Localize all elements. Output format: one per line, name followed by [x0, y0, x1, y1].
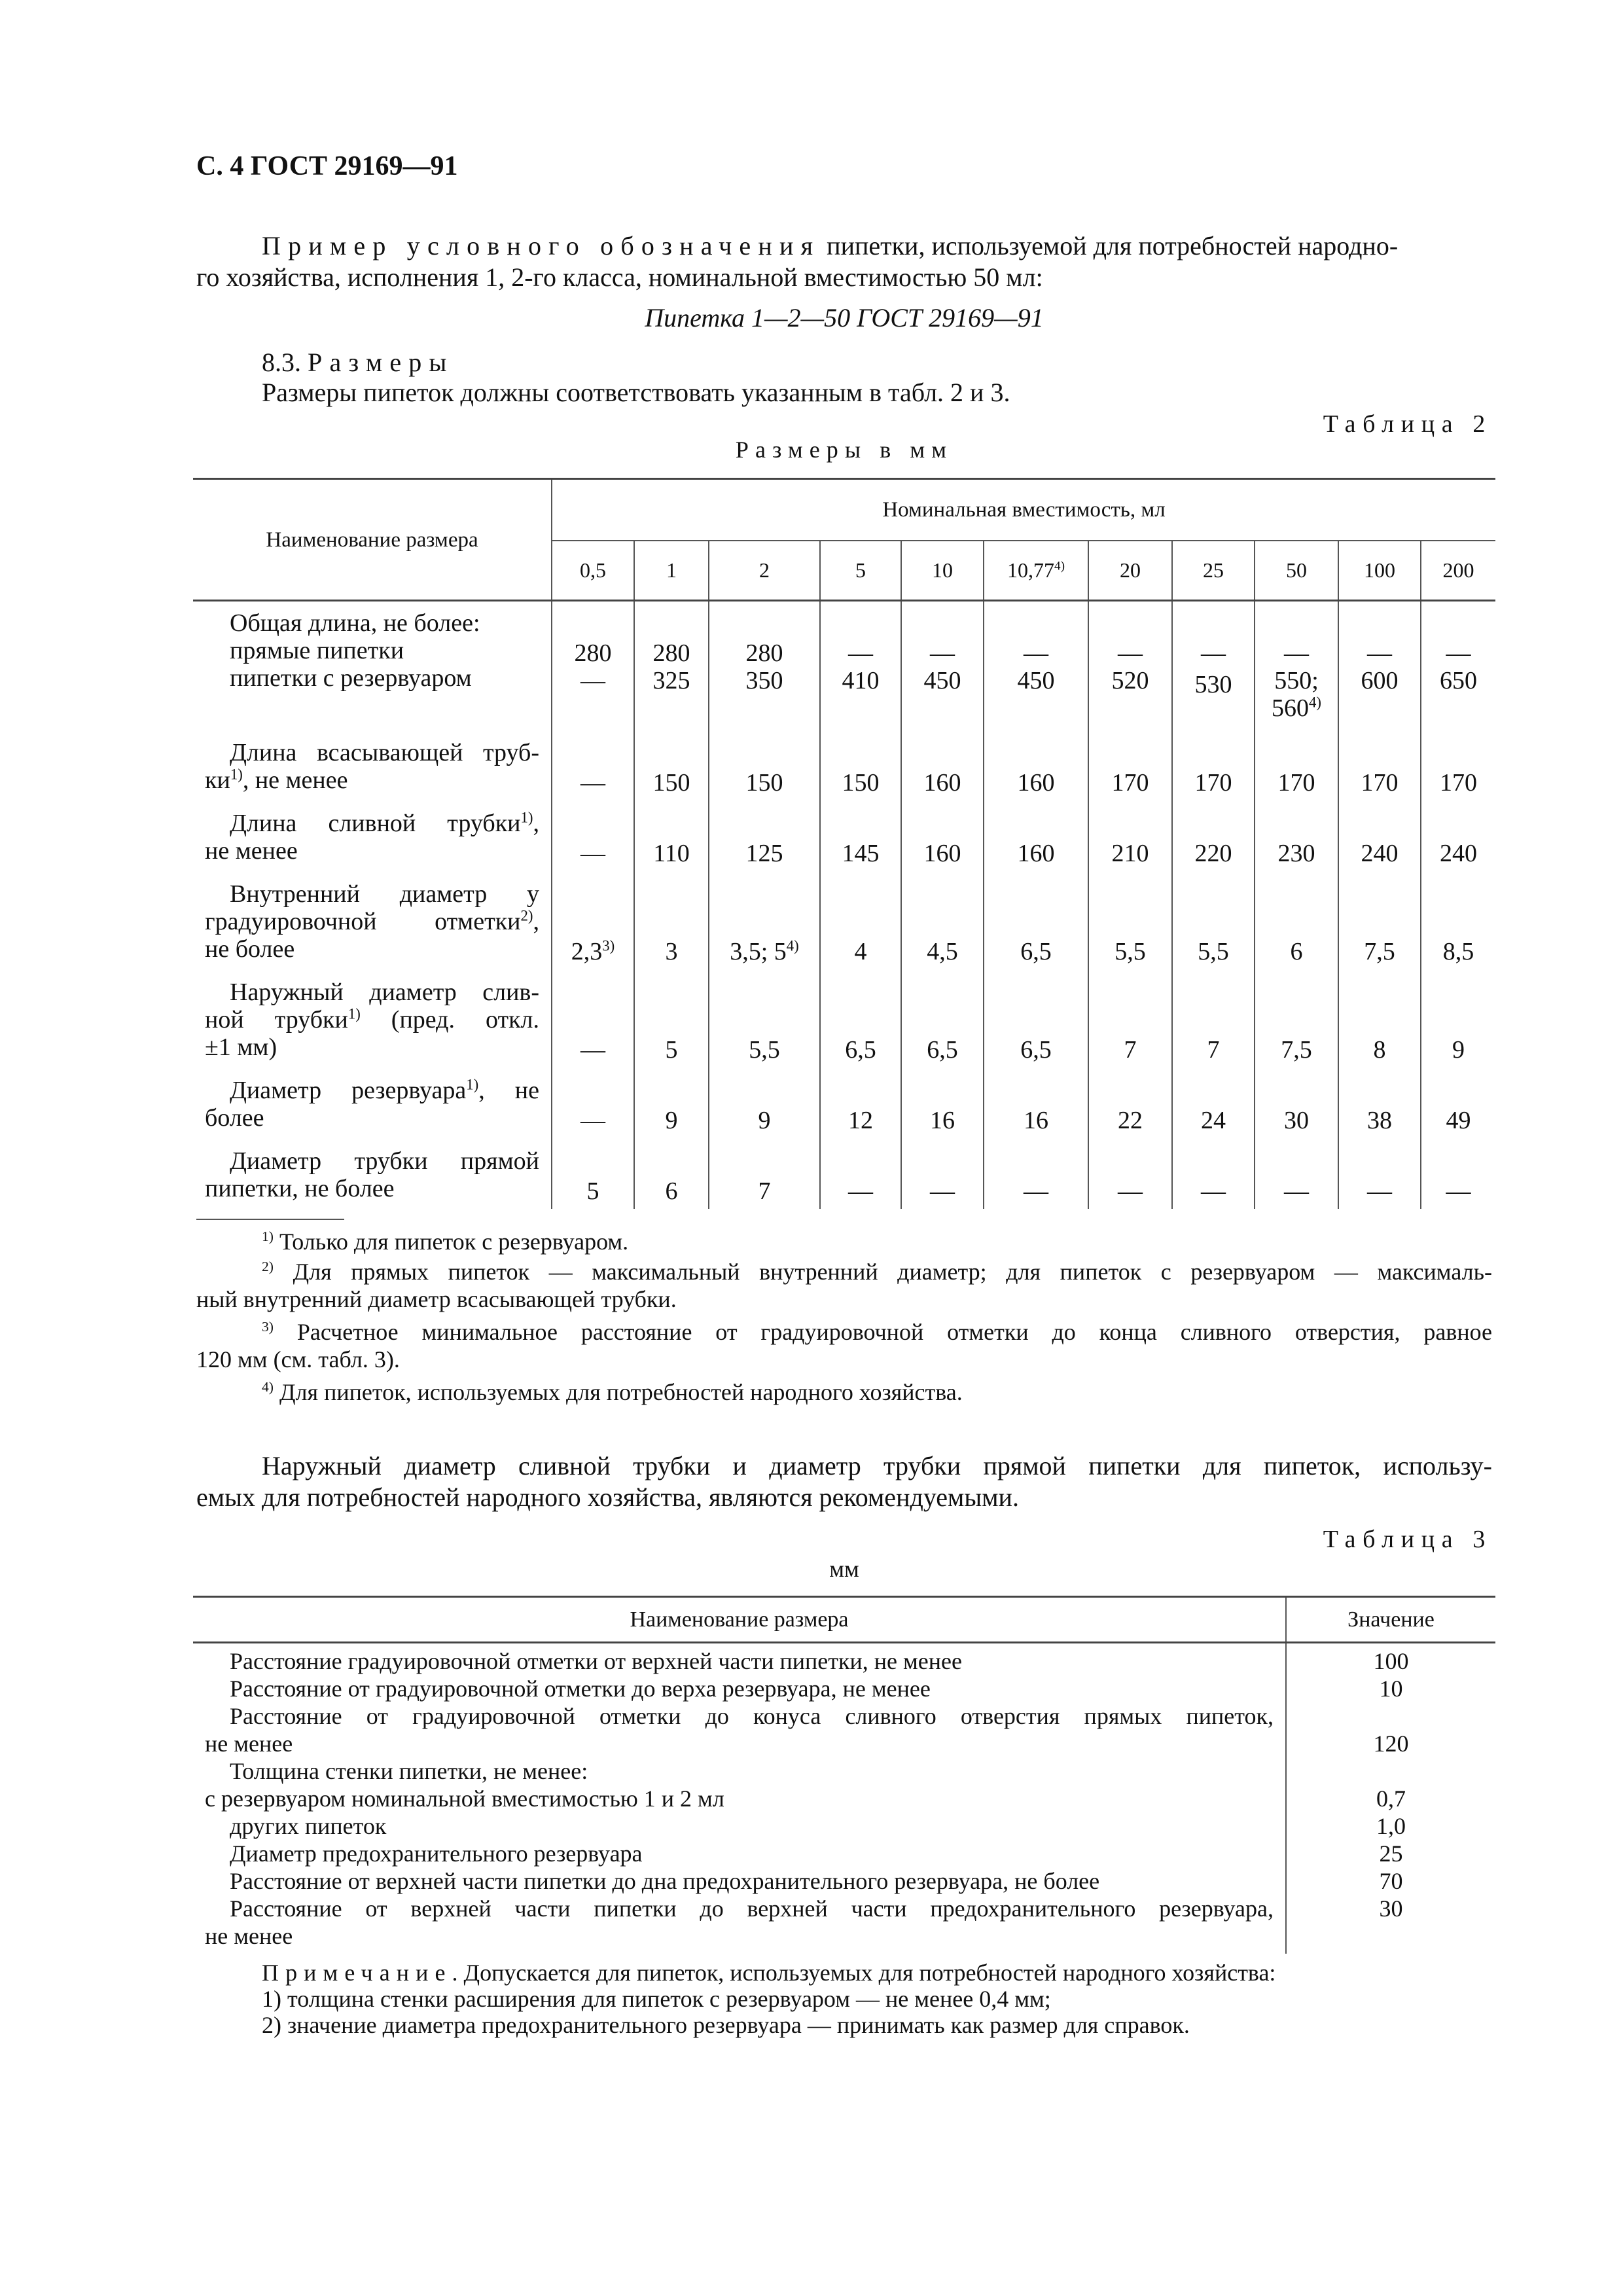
table-row — [193, 1785, 1495, 1812]
cell: 12 — [820, 1067, 901, 1138]
cell: 2,3$^{3)}$ — [552, 871, 634, 969]
table2-label: Таблица 2 — [1323, 410, 1492, 438]
table-row — [193, 1757, 1495, 1785]
cell: 5,5 — [709, 969, 820, 1067]
table-row — [193, 871, 1495, 969]
row-value: 70 — [1379, 1868, 1403, 1894]
cell: — — [552, 730, 634, 800]
row-value: 25 — [1379, 1840, 1403, 1867]
cell: 160 — [984, 800, 1088, 871]
row-name: других пипеток — [193, 1812, 1286, 1840]
row-value: 10 — [1379, 1676, 1403, 1702]
cell: 22 — [1088, 1067, 1172, 1138]
row-value: 100 — [1373, 1648, 1409, 1674]
cell: 7 — [1172, 969, 1255, 1067]
row-name: Общая длина, не более: прямые пипетки пипетки с резервуаром — [193, 601, 552, 730]
cell: 5,5 — [1088, 871, 1172, 969]
note-item: 2) значение диаметра предохранительного резервуара — принимать как размер для справок. — [262, 2012, 1190, 2038]
cell: 5 — [634, 969, 709, 1067]
section-title: Размеры — [308, 348, 454, 377]
cell: — 450 — [901, 601, 984, 730]
cell: 4,5 — [901, 871, 984, 969]
cell: 7 — [1088, 969, 1172, 1067]
cell: 5,5 — [1172, 871, 1255, 969]
cell: 3,5; 5$^{4)}$ — [709, 871, 820, 969]
cell: 7,5 — [1255, 969, 1338, 1067]
table3-caption: мм — [829, 1556, 859, 1582]
capacity-col: 5 — [820, 541, 901, 601]
cell: 280 350 — [709, 601, 820, 730]
cell: 170 — [1172, 730, 1255, 800]
cell: — 650 — [1440, 639, 1477, 694]
cell: 145 — [820, 800, 901, 871]
note — [196, 1960, 1492, 2038]
cell: — — [552, 969, 634, 1067]
cell: — 450 — [984, 601, 1088, 730]
capacity-col: 2 — [709, 541, 820, 601]
cell: — — [1338, 1138, 1421, 1209]
row-name: Диаметр резервуара$^{1)}$, не более — [193, 1067, 552, 1138]
section-text: Размеры пипеток должны соответствовать указанным в табл. 2 и 3. — [262, 378, 1010, 407]
cell: — — [820, 1138, 901, 1209]
row-name: Длина сливной трубки$^{1)}$, не менее — [193, 800, 552, 871]
cell: 220 — [1172, 800, 1255, 871]
cell: 6,5 — [820, 969, 901, 1067]
row-name: Внутренний диаметр у градуировочной отметки$^{2)}$, не более — [193, 871, 552, 969]
cell: 160 — [901, 730, 984, 800]
designation-example: Пипетка 1—2—50 ГОСТ 29169—91 — [645, 303, 1044, 332]
row-name: Расстояние градуировочной отметки от верхней части пипетки, не менее — [193, 1643, 1286, 1676]
row-name: Расстояние от градуировочной отметки до конуса сливного отверстия прямых пипеток, не менее — [193, 1702, 1286, 1757]
cell: 8 — [1338, 969, 1421, 1067]
example-paragraph — [196, 230, 1492, 293]
footnote-4: $^{4)}$ Для пипеток, используемых для потребностей народного хозяйства. — [262, 1379, 963, 1405]
row-value: 0,7 — [1376, 1785, 1406, 1812]
example-text-1: пипетки, используемой для потребностей народно- — [820, 231, 1399, 260]
cell: 150 — [634, 730, 709, 800]
row-name: Толщина стенки пипетки, не менее: — [193, 1757, 1286, 1785]
table-row — [193, 601, 1495, 730]
row-name: с резервуаром номинальной вместимостью 1 и 2 мл — [193, 1785, 1286, 1812]
cell: — — [984, 1138, 1088, 1209]
capacity-col: 10 — [901, 541, 984, 601]
cell: 240 — [1338, 800, 1421, 871]
table-row — [193, 1840, 1495, 1867]
recommendation-paragraph: Наружный диаметр сливной трубки и диаметр трубки прямой пипетки для пипеток, использу- емых для потребностей народного хозяйства, являются рекомендуемыми. — [196, 1451, 1492, 1512]
cell: 3 — [634, 871, 709, 969]
cell: — — [1255, 1138, 1338, 1209]
table2-name-header: Наименование размера — [193, 479, 552, 601]
cell: — — [552, 1067, 634, 1138]
row-value — [1286, 1757, 1495, 1785]
note-text: . Допускается для пипеток, используемых для потребностей народного хозяйства: — [452, 1960, 1276, 1986]
row-value: 30 — [1379, 1895, 1403, 1922]
capacity-col: 0,5 — [552, 541, 634, 601]
table-row — [193, 730, 1495, 800]
table3-col-name: Наименование размера — [193, 1597, 1286, 1643]
cell: 5 — [552, 1138, 634, 1209]
example-label: Пример условного обозначения — [262, 231, 821, 260]
cell: 49 — [1446, 1107, 1471, 1134]
cell: 230 — [1255, 800, 1338, 871]
table-row — [193, 800, 1495, 871]
footnote-divider — [196, 1219, 344, 1220]
cell: 7 — [709, 1138, 820, 1209]
cell: — 520 — [1088, 601, 1172, 730]
table-row — [193, 1867, 1495, 1895]
cell: — 550; 560$^{4)}$ — [1255, 601, 1338, 730]
cell: 7,5 — [1338, 871, 1421, 969]
table2-capacity-header: Номинальная вместимость, мл — [552, 479, 1495, 541]
capacity-col: 25 — [1172, 541, 1255, 601]
cell: 38 — [1338, 1067, 1421, 1138]
cell: 9 — [634, 1067, 709, 1138]
row-name: Расстояние от верхней части пипетки до верхней части предохранительного резервуара, не менее — [193, 1895, 1286, 1954]
capacity-col: 1 — [634, 541, 709, 601]
cell: 6 — [634, 1138, 709, 1209]
row-name: Наружный диаметр слив- ной трубки$^{1)}$ (пред. откл. ±1 мм) — [193, 969, 552, 1067]
example-text-2: го хозяйства, исполнения 1, 2-го класса, номинальной вместимостью 50 мл: — [196, 262, 1043, 292]
cell: — — [1088, 1138, 1172, 1209]
cell: 240 — [1440, 840, 1477, 867]
footnote-2: $^{2)}$ Для прямых пипеток — максимальный внутренний диаметр; для пипеток с резервуаром — максималь- ный внутренний диаметр всасывающей трубки. — [196, 1259, 1493, 1312]
row-value: 1,0 — [1376, 1813, 1406, 1839]
cell: 170 — [1255, 730, 1338, 800]
cell: — 600 — [1338, 601, 1421, 730]
table2 — [193, 478, 1495, 1209]
table3 — [193, 1596, 1495, 1954]
note-item: 1) толщина стенки расширения для пипеток с резервуаром — не менее 0,4 мм; — [262, 1986, 1051, 2012]
cell: 110 — [634, 800, 709, 871]
table-row — [193, 1702, 1495, 1757]
capacity-col: 20 — [1088, 541, 1172, 601]
table3-label: Таблица 3 — [1323, 1526, 1492, 1553]
cell: 170 — [1088, 730, 1172, 800]
cell: 280 — — [552, 601, 634, 730]
capacity-col: 200 — [1421, 541, 1495, 601]
cell: 150 — [709, 730, 820, 800]
section-heading — [262, 347, 454, 378]
cell: 160 — [984, 730, 1088, 800]
cell: 6,5 — [984, 969, 1088, 1067]
row-name: Расстояние от градуировочной отметки до верха резервуара, не менее — [193, 1675, 1286, 1702]
cell: 170 — [1440, 769, 1477, 797]
table2-caption: Размеры в мм — [735, 437, 954, 463]
footnote-1: $^{1)}$ Только для пипеток с резервуаром. — [262, 1229, 629, 1255]
cell: 160 — [901, 800, 984, 871]
table-row — [193, 1643, 1495, 1676]
row-name: Диаметр трубки прямой пипетки, не более — [193, 1138, 552, 1209]
cell: 125 — [709, 800, 820, 871]
table3-col-value: Значение — [1286, 1597, 1495, 1643]
cell: 24 — [1172, 1067, 1255, 1138]
table-row — [193, 1138, 1495, 1209]
capacity-col: 100 — [1338, 541, 1421, 601]
cell: — 410 — [820, 601, 901, 730]
cell: — — [1172, 1138, 1255, 1209]
table-row — [193, 1812, 1495, 1840]
cell: 280 325 — [634, 601, 709, 730]
cell: 170 — [1338, 730, 1421, 800]
cell: 9 — [709, 1067, 820, 1138]
cell: 150 — [820, 730, 901, 800]
cell: 6,5 — [901, 969, 984, 1067]
row-name: Расстояние от верхней части пипетки до дна предохранительного резервуара, не более — [193, 1867, 1286, 1895]
cell: 6 — [1255, 871, 1338, 969]
row-value: 120 — [1373, 1731, 1409, 1757]
cell: 9 — [1452, 1036, 1465, 1064]
cell: — — [901, 1138, 984, 1209]
note-label: Примечание — [262, 1960, 452, 1986]
cell: — — [1446, 1177, 1471, 1205]
table-row — [193, 1675, 1495, 1702]
cell: 6,5 — [984, 871, 1088, 969]
table-row — [193, 1895, 1495, 1954]
cell: 16 — [984, 1067, 1088, 1138]
capacity-col: 50 — [1255, 541, 1338, 601]
row-name: Диаметр предохранительного резервуара — [193, 1840, 1286, 1867]
cell: 8,5 — [1442, 938, 1474, 965]
cell: 30 — [1255, 1067, 1338, 1138]
table-row — [193, 969, 1495, 1067]
cell: 210 — [1088, 800, 1172, 871]
cell: 4 — [820, 871, 901, 969]
section-number: 8.3. — [262, 348, 308, 377]
cell: — — [552, 800, 634, 871]
footnote-3: $^{3)}$ Расчетное минимальное расстояние от градуировочной отметки до конца сливного отверстия, равное 120 мм (см. табл. 3). — [196, 1319, 1493, 1372]
page-header: С. 4 ГОСТ 29169—91 — [196, 151, 458, 181]
cell: — 530 — [1172, 601, 1255, 730]
row-name: Длина всасывающей труб- $ки^{1)}$, не менее — [193, 730, 552, 800]
cell: 16 — [901, 1067, 984, 1138]
capacity-col: 10,77$^{4)}$ — [984, 541, 1088, 601]
table-row — [193, 1067, 1495, 1138]
